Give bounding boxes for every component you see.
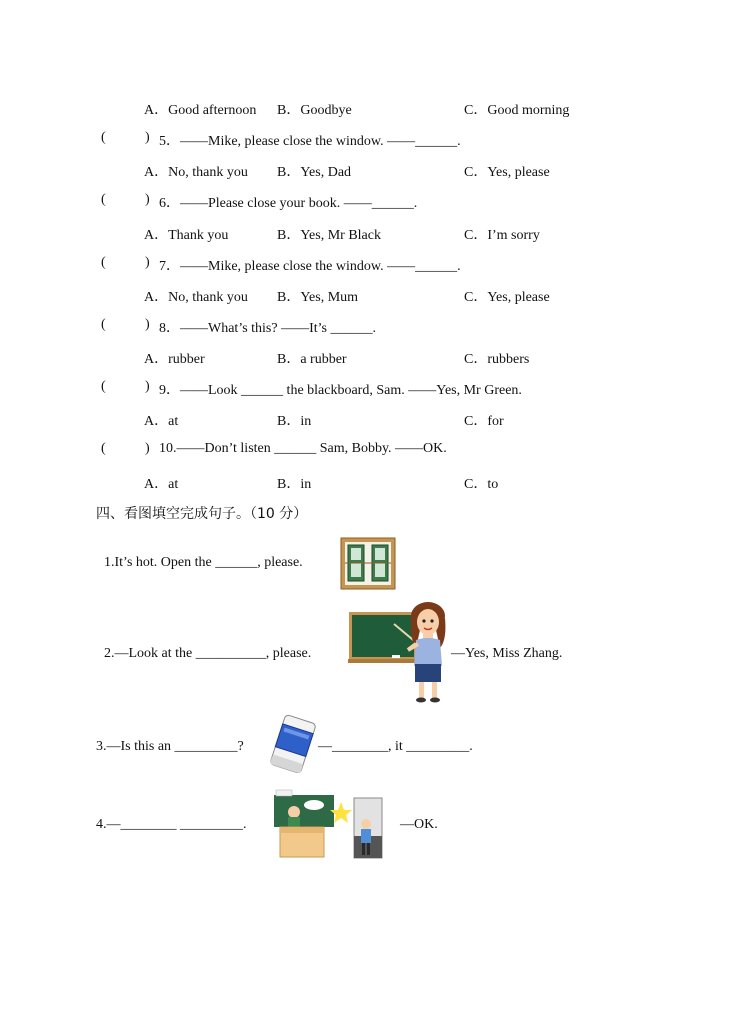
sentence-3-question: 3.—Is this an _________? xyxy=(96,739,244,754)
q8-option-c: C．rubbers xyxy=(464,352,530,367)
q9-option-b: B．in xyxy=(277,414,312,429)
q10-paren-close: ) xyxy=(145,441,150,456)
sentence-4-blank: 4.—________ _________. xyxy=(96,817,247,832)
q10-option-c: C．to xyxy=(464,477,499,492)
q10-option-a: A．at xyxy=(144,477,179,492)
q5-option-b: B．Yes, Dad xyxy=(277,165,352,180)
q7-option-a: A．No, thank you xyxy=(144,290,248,305)
q6-stem: 6．——Please close your book. ——______. xyxy=(159,196,418,211)
eraser-picture xyxy=(270,712,316,776)
sentence-1: 1.It’s hot. Open the ______, please. xyxy=(104,555,303,570)
q10-option-b: B．in xyxy=(277,477,312,492)
q6-paren-close: ) xyxy=(145,192,150,207)
classroom-music-picture xyxy=(274,790,388,860)
q9-option-a: A．at xyxy=(144,414,179,429)
q7-stem: 7．——Mike, please close the window. ——______. xyxy=(159,259,461,274)
q5-option-a: A．No, thank you xyxy=(144,165,248,180)
section-4-heading: 四、看图填空完成句子。（10 分） xyxy=(96,506,308,522)
q6-paren-open: ( xyxy=(101,192,106,207)
q8-stem: 8．——What’s this? ——It’s ______. xyxy=(159,321,376,336)
window-picture xyxy=(340,537,396,590)
sentence-3-answer: —________, it _________. xyxy=(318,739,473,754)
q10-stem: 10.——Don’t listen ______ Sam, Bobby. ——OK. xyxy=(159,441,447,456)
q4-option-a: A．Good afternoon xyxy=(144,103,257,118)
q9-option-c: C．for xyxy=(464,414,504,429)
q5-paren-open: ( xyxy=(101,130,106,145)
q5-stem: 5．——Mike, please close the window. ——______. xyxy=(159,134,461,149)
sentence-4-answer: —OK. xyxy=(400,817,438,832)
q8-option-b: B．a rubber xyxy=(277,352,347,367)
q7-option-c: C．Yes, please xyxy=(464,290,550,305)
q6-option-b: B．Yes, Mr Black xyxy=(277,228,381,243)
q5-paren-close: ) xyxy=(145,130,150,145)
q9-paren-close: ) xyxy=(145,379,150,394)
q9-paren-open: ( xyxy=(101,379,106,394)
q8-option-a: A．rubber xyxy=(144,352,205,367)
q8-paren-open: ( xyxy=(101,317,106,332)
q6-option-a: A．Thank you xyxy=(144,228,229,243)
q9-stem: 9．——Look ______ the blackboard, Sam. ——Yes, Mr Green. xyxy=(159,383,522,398)
q6-option-c: C．I’m sorry xyxy=(464,228,540,243)
q7-paren-open: ( xyxy=(101,255,106,270)
q10-paren-open: ( xyxy=(101,441,106,456)
q8-paren-close: ) xyxy=(145,317,150,332)
q7-paren-close: ) xyxy=(145,255,150,270)
q7-option-b: B．Yes, Mum xyxy=(277,290,359,305)
q4-option-b: B．Goodbye xyxy=(277,103,352,118)
q5-option-c: C．Yes, please xyxy=(464,165,550,180)
q4-option-c: C．Good morning xyxy=(464,103,570,118)
sentence-2-question: 2.—Look at the __________, please. xyxy=(104,646,312,661)
sentence-2-answer: —Yes, Miss Zhang. xyxy=(451,646,563,661)
teacher-blackboard-picture xyxy=(348,600,450,704)
